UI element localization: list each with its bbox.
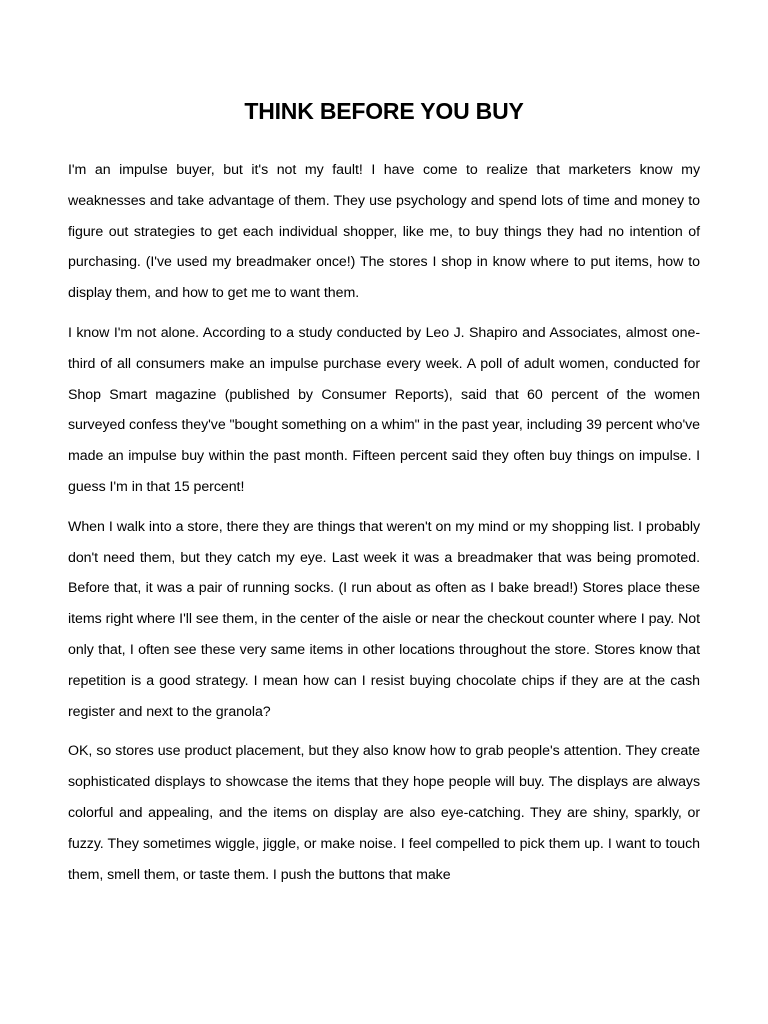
document-title: THINK BEFORE YOU BUY (244, 98, 524, 124)
paragraph-3: When I walk into a store, there they are things that weren't on my mind or my shopping list. I probably don't need them, but they catch my eye. Last week it was a breadmaker that was being promoted. Before that, it was a pair of running socks. (I run about as often as I bake bread!) Stores place these items right where I'll see them, in the center of the aisle or near the checkout counter where I pay. Not only that, I often see these very same items in other locations throughout the store. Stores know that repetition is a good strategy. I mean how can I resist buying chocolate chips if they are at the cash register and next to the granola? (68, 518, 700, 720)
paragraph-4: OK, so stores use product placement, but they also know how to grab people's attention. They create sophisticated displays to showcase the items that they hope people will buy. The displays are always colorful and appealing, and the items on display are also eye-catching. They are shiny, sparkly, or fuzzy. They sometimes wiggle, jiggle, or make noise. I feel compelled to pick them up. I want to touch them, smell them, or taste them. I push the buttons that make (68, 743, 700, 883)
document-page (68, 94, 700, 890)
paragraph-2: I know I'm not alone. According to a study conducted by Leo J. Shapiro and Associates, almost one-third of all consumers make an impulse purchase every week. A poll of adult women, conducted for Shop Smart magazine (published by Consumer Reports), said that 60 percent of the women surveyed confess they've "bought something on a whim" in the past year, including 39 percent who've made an impulse buy within the past month. Fifteen percent said they often buy things on impulse. I guess I'm in that 15 percent! (68, 324, 701, 495)
paragraph-1: I'm an impulse buyer, but it's not my fault! I have come to realize that marketers know my weaknesses and take advantage of them. They use psychology and spend lots of time and money to figure out strategies to get each individual shopper, like me, to buy things they had no intention of purchasing. (I've used my breadmaker once!) The stores I shop in know where to put items, how to display them, and how to get me to want them. (68, 162, 700, 302)
